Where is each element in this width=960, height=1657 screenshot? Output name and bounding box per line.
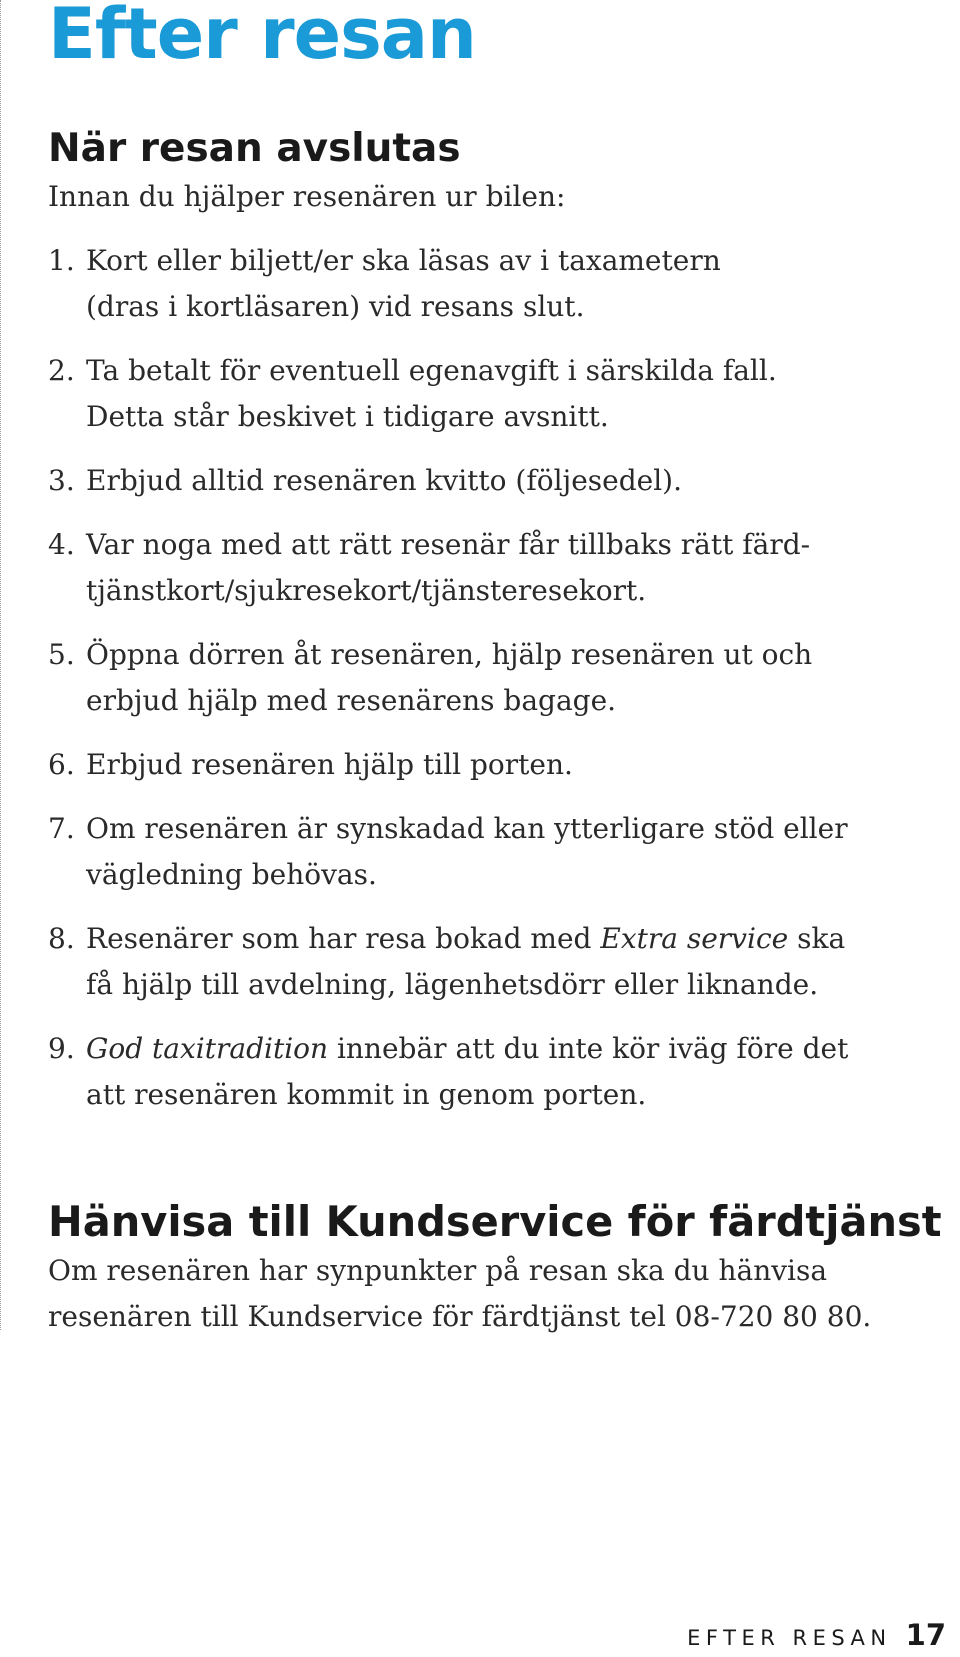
list-item	[48, 806, 948, 898]
list-item-text: Erbjud alltid resenären kvitto (följesedel).	[86, 464, 682, 497]
list-item-text: (dras i kortläsaren) vid resans slut.	[86, 290, 585, 323]
list-item-number: 4.	[48, 528, 75, 561]
list-item-text: Öppna dörren åt resenären, hjälp resenären ut och	[86, 638, 813, 671]
page-footer	[687, 1618, 946, 1652]
list-item-text: få hjälp till avdelning, lägenhetsdörr eller liknande.	[86, 968, 819, 1001]
list-item-text: Om resenären är synskadad kan ytterligare stöd eller	[86, 812, 848, 845]
instruction-list	[48, 238, 948, 1118]
list-item-text	[86, 1026, 948, 1072]
list-item-number: 2.	[48, 354, 75, 387]
list-item	[48, 1026, 948, 1118]
list-item-text	[86, 916, 948, 962]
body-line: resenären till Kundservice för färdtjänst tel 08-720 80 80.	[48, 1300, 872, 1333]
list-item	[48, 348, 948, 440]
page-edge-dotted-line	[0, 0, 1, 1330]
section-heading: Hänvisa till Kundservice för färdtjänst	[48, 1197, 942, 1246]
list-item	[48, 632, 948, 724]
list-item-text: erbjud hjälp med resenärens bagage.	[86, 684, 617, 717]
list-item-text: Erbjud resenären hjälp till porten.	[86, 748, 573, 781]
list-item	[48, 742, 948, 788]
list-item-number: 3.	[48, 464, 75, 497]
list-item-text: Kort eller biljett/er ska läsas av i taxametern	[86, 244, 721, 277]
list-item-text: Var noga med att rätt resenär får tillbaks rätt färd-	[86, 528, 811, 561]
list-item	[48, 522, 948, 614]
section-body	[48, 1248, 948, 1340]
list-item-text: vägledning behövas.	[86, 858, 377, 891]
section-customer-service	[48, 1196, 948, 1340]
list-item-text: att resenären kommit in genom porten.	[86, 1078, 647, 1111]
page-number: 17	[905, 1618, 946, 1652]
section-heading: När resan avslutas	[48, 126, 461, 171]
list-item-text-part: ska	[788, 922, 846, 955]
body-line: Om resenären har synpunkter på resan ska du hänvisa	[48, 1254, 828, 1287]
list-item	[48, 458, 948, 504]
page-title: Efter resan	[48, 0, 476, 75]
list-item-text-part: Resenärer som har resa bokad med	[86, 922, 601, 955]
list-item-number: 8.	[48, 922, 75, 955]
section-when-trip-ends	[48, 124, 948, 1136]
list-item-number: 5.	[48, 638, 75, 671]
list-item-text-part: innebär att du inte kör iväg före det	[328, 1032, 849, 1065]
list-item-text: Ta betalt för eventuell egenavgift i särskilda fall.	[86, 354, 777, 387]
section-intro: Innan du hjälper resenären ur bilen:	[48, 180, 566, 213]
list-item-text: tjänstkort/sjukresekort/tjänsteresekort.	[86, 574, 647, 607]
emphasized-term-extra-service: Extra service	[600, 922, 789, 955]
list-item-text: Detta står beskivet i tidigare avsnitt.	[86, 400, 609, 433]
list-item	[48, 238, 948, 330]
list-item-number: 7.	[48, 812, 75, 845]
list-item	[48, 916, 948, 1008]
list-item-number: 6.	[48, 748, 75, 781]
footer-section-label: EFTER RESAN	[687, 1626, 892, 1650]
list-item-number: 9.	[48, 1032, 75, 1065]
list-item-number: 1.	[48, 244, 75, 277]
emphasized-term-god-taxitradition: God taxitradition	[86, 1032, 329, 1065]
